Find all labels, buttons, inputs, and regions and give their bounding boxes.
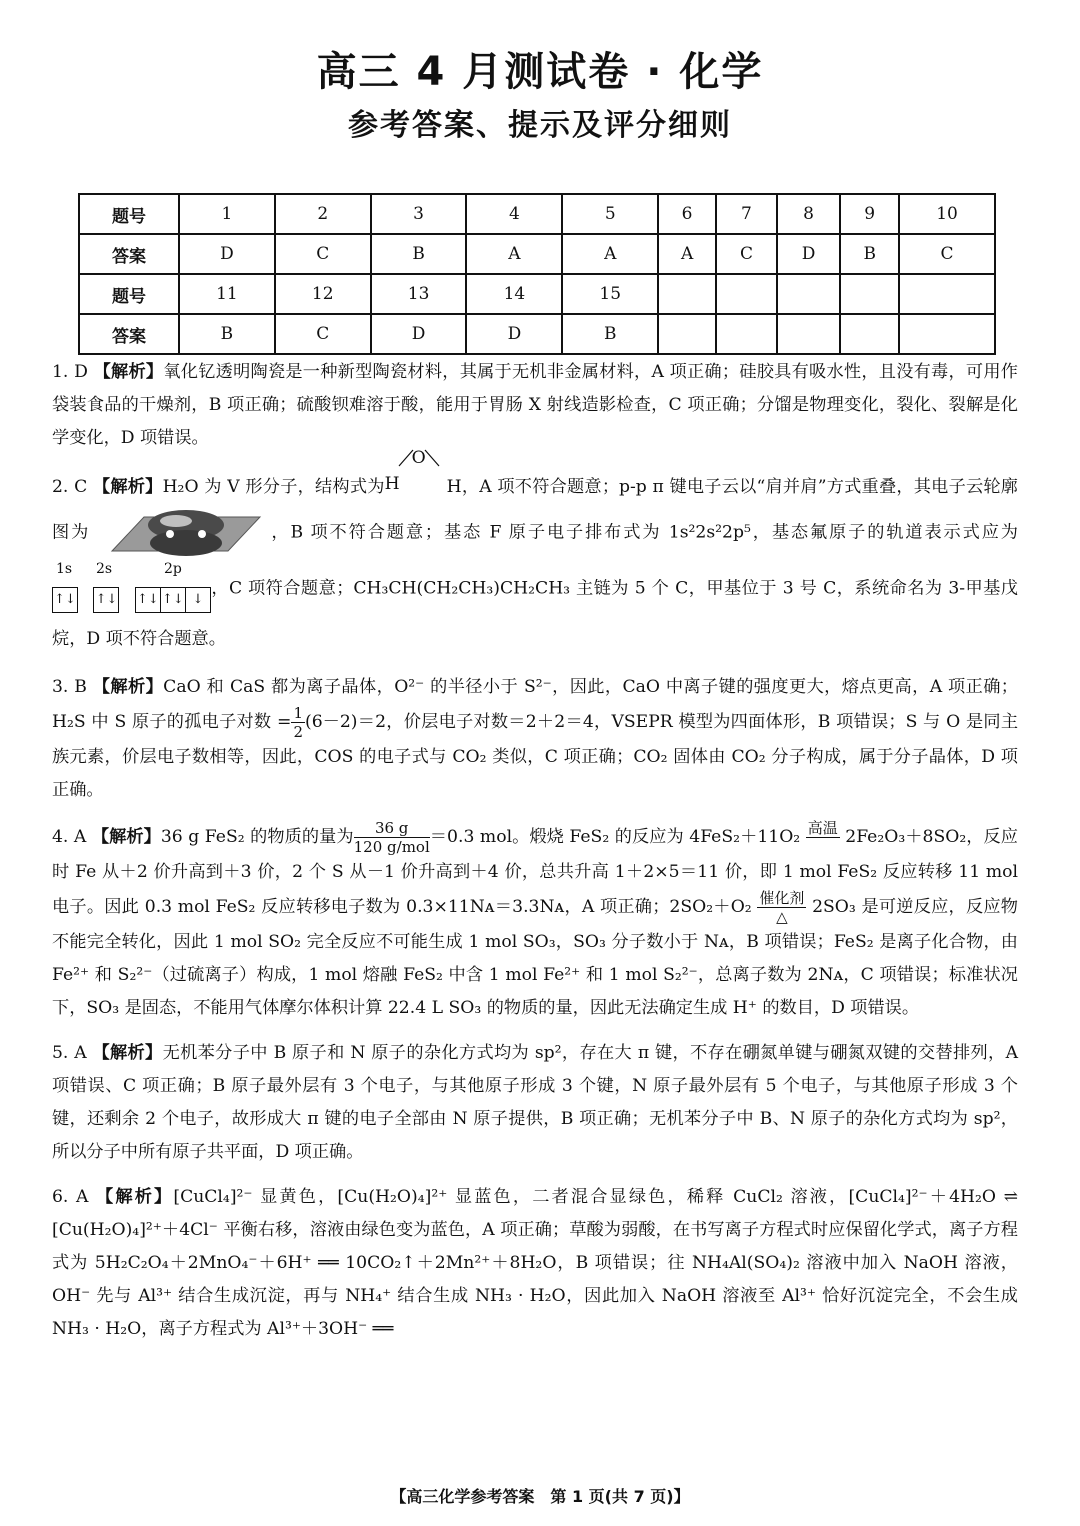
question-number: 1. D xyxy=(52,362,88,382)
question-number: 3. B xyxy=(52,677,87,697)
question-number: 6. A xyxy=(52,1187,89,1207)
table-cell xyxy=(716,274,777,314)
table-cell: D xyxy=(179,234,275,274)
orbital-box: ↑↓ xyxy=(93,587,119,613)
table-cell: 13 xyxy=(371,274,467,314)
atom-h: H xyxy=(384,474,400,494)
analysis-tag: 【解析】 xyxy=(93,362,164,382)
table-cell xyxy=(840,314,899,354)
atom-o: O xyxy=(411,448,426,468)
table-cell: 9 xyxy=(840,194,899,234)
solution-text: ＝0.3 mol。煅烧 FeS₂ 的反应为 4FeS₂＋11O₂ xyxy=(429,827,806,847)
question-number: 2. C xyxy=(52,477,88,497)
table-cell xyxy=(777,314,840,354)
solution-text: ，A 项不符合题意；p-p π 键电子云以“肩并肩”方式重叠，其电子云轮廓图为 xyxy=(52,477,1018,543)
solution-text: ，B 项不符合题意；基态 F 原子电子排布式为 1s²2s²2p⁵，基态氟原子的轨道表示式应为 xyxy=(269,522,1018,543)
solution-6 xyxy=(52,1181,1018,1346)
reaction-condition xyxy=(806,819,840,856)
solution-5 xyxy=(52,1037,1018,1169)
table-row xyxy=(79,234,995,274)
table-cell xyxy=(658,274,716,314)
table-cell: 2 xyxy=(275,194,371,234)
row-label: 题号 xyxy=(79,194,179,234)
orbital-label-2p: 2p xyxy=(164,561,182,577)
analysis-tag: 【解析】 xyxy=(91,827,161,847)
fraction-denominator: 120 g/mol xyxy=(353,838,430,856)
page-subtitle: 参考答案、提示及评分细则 xyxy=(348,108,732,143)
row-label: 答案 xyxy=(79,314,179,354)
analysis-tag: 【解析】 xyxy=(96,1187,174,1207)
solution-text: (6－2)＝2，价层电子对数＝2＋2＝4，VSEPR 模型为四面体形，B 项错误；S 与 O 是同主族元素，价层电子数相等，因此，COS 的电子式与 CO₂ 类似，C 项正确；CO₂ 固体由 CO₂ 分子构成，属于分子晶体，D 项正确。 xyxy=(52,712,1019,800)
table-cell: D xyxy=(466,314,562,354)
orbital-box: ↑↓ xyxy=(52,587,78,613)
table-cell: A xyxy=(466,234,562,274)
table-cell: D xyxy=(777,234,840,274)
fraction-numerator: 1 xyxy=(293,704,303,722)
table-row xyxy=(79,274,995,314)
row-label: 答案 xyxy=(79,234,179,274)
orbital-diagram xyxy=(52,561,211,619)
condition-text: 高温 xyxy=(807,819,838,837)
page-title: 高三 4 月测试卷 · 化学 xyxy=(316,49,764,95)
solutions xyxy=(52,356,1018,1358)
orbital-box: ↑↓ xyxy=(161,587,186,613)
table-cell: 14 xyxy=(466,274,562,314)
reaction-condition xyxy=(757,889,806,926)
table-cell xyxy=(899,314,995,354)
table-cell: 5 xyxy=(562,194,658,234)
condition-text: △ xyxy=(776,908,788,926)
solution-4 xyxy=(52,819,1018,1025)
water-structure xyxy=(384,448,447,494)
atom-h: H xyxy=(446,477,462,497)
fraction xyxy=(354,819,430,856)
orbital-label-1s: 1s xyxy=(56,561,73,577)
table-row xyxy=(79,314,995,354)
table-cell: 6 xyxy=(658,194,716,234)
solution-2 xyxy=(52,448,1018,659)
fraction xyxy=(291,704,305,741)
condition-text: 催化剂 xyxy=(759,889,805,907)
table-cell: 4 xyxy=(466,194,562,234)
solution-text: 2Fe₂O₃＋8SO₂，反应时 Fe 从＋2 价升高到＋3 价，2 个 S 从－1 价升高到＋4 价，总共升高 1＋2×5＝11 价，即 1 mol FeS₂ 反应转移 11 mol 电子。因此 0.3 mol FeS₂ 反应转移电子数为 0.3×11Nᴀ＝3.3Nᴀ，A 项正确；2SO₂＋O₂ xyxy=(52,827,1018,917)
solution-text: H₂O 为 V 形分子，结构式为 xyxy=(162,477,385,497)
table-cell: 11 xyxy=(179,274,275,314)
page-footer: 【高三化学参考答案 第 1 页(共 7 页)】 xyxy=(390,1487,690,1506)
table-cell xyxy=(840,274,899,314)
analysis-tag: 【解析】 xyxy=(92,477,163,497)
table-cell: B xyxy=(179,314,275,354)
table-cell xyxy=(716,314,777,354)
table-row xyxy=(79,194,995,234)
solution-1 xyxy=(52,356,1018,455)
orbital-label-2s: 2s xyxy=(96,561,113,577)
table-cell: A xyxy=(658,234,716,274)
table-cell: D xyxy=(371,314,467,354)
table-cell xyxy=(658,314,716,354)
answer-table xyxy=(78,193,996,355)
orbital-box: ↓ xyxy=(186,587,211,613)
fraction-denominator: 2 xyxy=(293,723,303,741)
solution-text: 36 g FeS₂ 的物质的量为 xyxy=(160,827,354,847)
table-cell: 12 xyxy=(275,274,371,314)
table-cell: 3 xyxy=(371,194,467,234)
table-cell: C xyxy=(716,234,777,274)
fraction-numerator: 36 g xyxy=(354,819,430,838)
table-cell: 7 xyxy=(716,194,777,234)
solution-text: [CuCl₄]²⁻ 显黄色，[Cu(H₂O)₄]²⁺ 显蓝色，二者混合显绿色，稀释 CuCl₂ 溶液，[CuCl₄]²⁻＋4H₂O ⇌ [Cu(H₂O)₄]²⁺＋4Cl⁻ 平衡右移，溶液由绿色变为蓝色，A 项正确；草酸为弱酸，在书写离子方程式时应保留化学式，离子方程式为 5H₂C₂O₄＋2MnO₄⁻＋6H⁺ ══ 10CO₂↑＋2Mn²⁺＋8H₂O，B 项错误；往 NH₄Al(SO₄)₂ 溶液中加入 NaOH 溶液，OH⁻ 先与 Al³⁺ 结合生成沉淀，再与 NH₄⁺ 结合生成 NH₃ · H₂O，因此加入 NaOH 溶液至 Al³⁺ 恰好沉淀完全，不会生成 NH₃ · H₂O，离子方程式为 Al³⁺＋3OH⁻ ══ xyxy=(52,1187,1018,1339)
table-cell: C xyxy=(275,314,371,354)
table-cell: B xyxy=(562,314,658,354)
table-cell: A xyxy=(562,234,658,274)
analysis-tag: 【解析】 xyxy=(92,1043,163,1063)
table-cell: B xyxy=(371,234,467,274)
table-cell: 8 xyxy=(777,194,840,234)
solution-text: 氧化钇透明陶瓷是一种新型陶瓷材料，其属于无机非金属材料，A 项正确；硅胶具有吸水性，且没有毒，可用作袋装食品的干燥剂，B 项正确；硫酸钡难溶于酸，能用于胃肠 X 射线造影检查，C 项正确；分馏是物理变化，裂化、裂解是化学变化，D 项错误。 xyxy=(52,362,1018,448)
bond-lines xyxy=(385,442,447,478)
table-cell: C xyxy=(275,234,371,274)
table-cell: C xyxy=(899,234,995,274)
orbital-box: ↑↓ xyxy=(135,587,161,613)
pi-bond-orbital-image xyxy=(104,507,264,559)
question-number: 4. A xyxy=(52,827,87,847)
solution-text: 2SO₃ 是可逆反应，反应物不能完全转化，因此 1 mol SO₂ 完全反应不可能生成 1 mol SO₃，SO₃ 分子数小于 Nᴀ，B 项错误；FeS₂ 是离子化合物，由 Fe²⁺ 和 S₂²⁻（过硫离子）构成，1 mol 熔融 FeS₂ 中含 1 mol Fe²⁺ 和 1 mol S₂²⁻，总离子数为 2Nᴀ，C 项错误；标准状况下，SO₃ 是固态，不能用气体摩尔体积计算 22.4 L SO₃ 的物质的量，因此无法确定生成 H⁺ 的数目，D 项错误。 xyxy=(52,897,1018,1018)
row-label: 题号 xyxy=(79,274,179,314)
solution-text: ，C 项符合题意；CH₃CH(CH₂CH₃)CH₂CH₃ 主链为 5 个 C，甲基位于 3 号 C，系统命名为 3-甲基戊烷，D 项不符合题意。 xyxy=(52,578,1018,649)
solution-text: CaO 和 CaS 都为离子晶体，O²⁻ 的半径小于 S²⁻，因此，CaO 中离子键的强度更大，熔点更高，A 项正确；H₂S 中 S 原子的孤电子对数 = xyxy=(52,677,1018,732)
question-number: 5. A xyxy=(52,1043,87,1063)
table-cell xyxy=(899,274,995,314)
table-cell: 10 xyxy=(899,194,995,234)
solution-text: 无机苯分子中 B 原子和 N 原子的杂化方式均为 sp²，存在大 π 键，不存在硼氮单键与硼氮双键的交替排列，A 项错误、C 项正确；B 原子最外层有 3 个电子，与其他原子形成 3 个键，N 原子最外层有 5 个电子，与其他原子形成 3 个键，还剩余 2 个电子，故形成大 π 键的电子全部由 N 原子提供，B 项正确；无机苯分子中 B、N 原子的杂化方式均为 sp²，所以分子中所有原子共平面，D 项正确。 xyxy=(52,1043,1018,1162)
solution-3 xyxy=(52,671,1018,807)
table-cell: 15 xyxy=(562,274,658,314)
analysis-tag: 【解析】 xyxy=(92,677,164,697)
table-cell: 1 xyxy=(179,194,275,234)
table-cell: B xyxy=(840,234,899,274)
table-cell xyxy=(777,274,840,314)
